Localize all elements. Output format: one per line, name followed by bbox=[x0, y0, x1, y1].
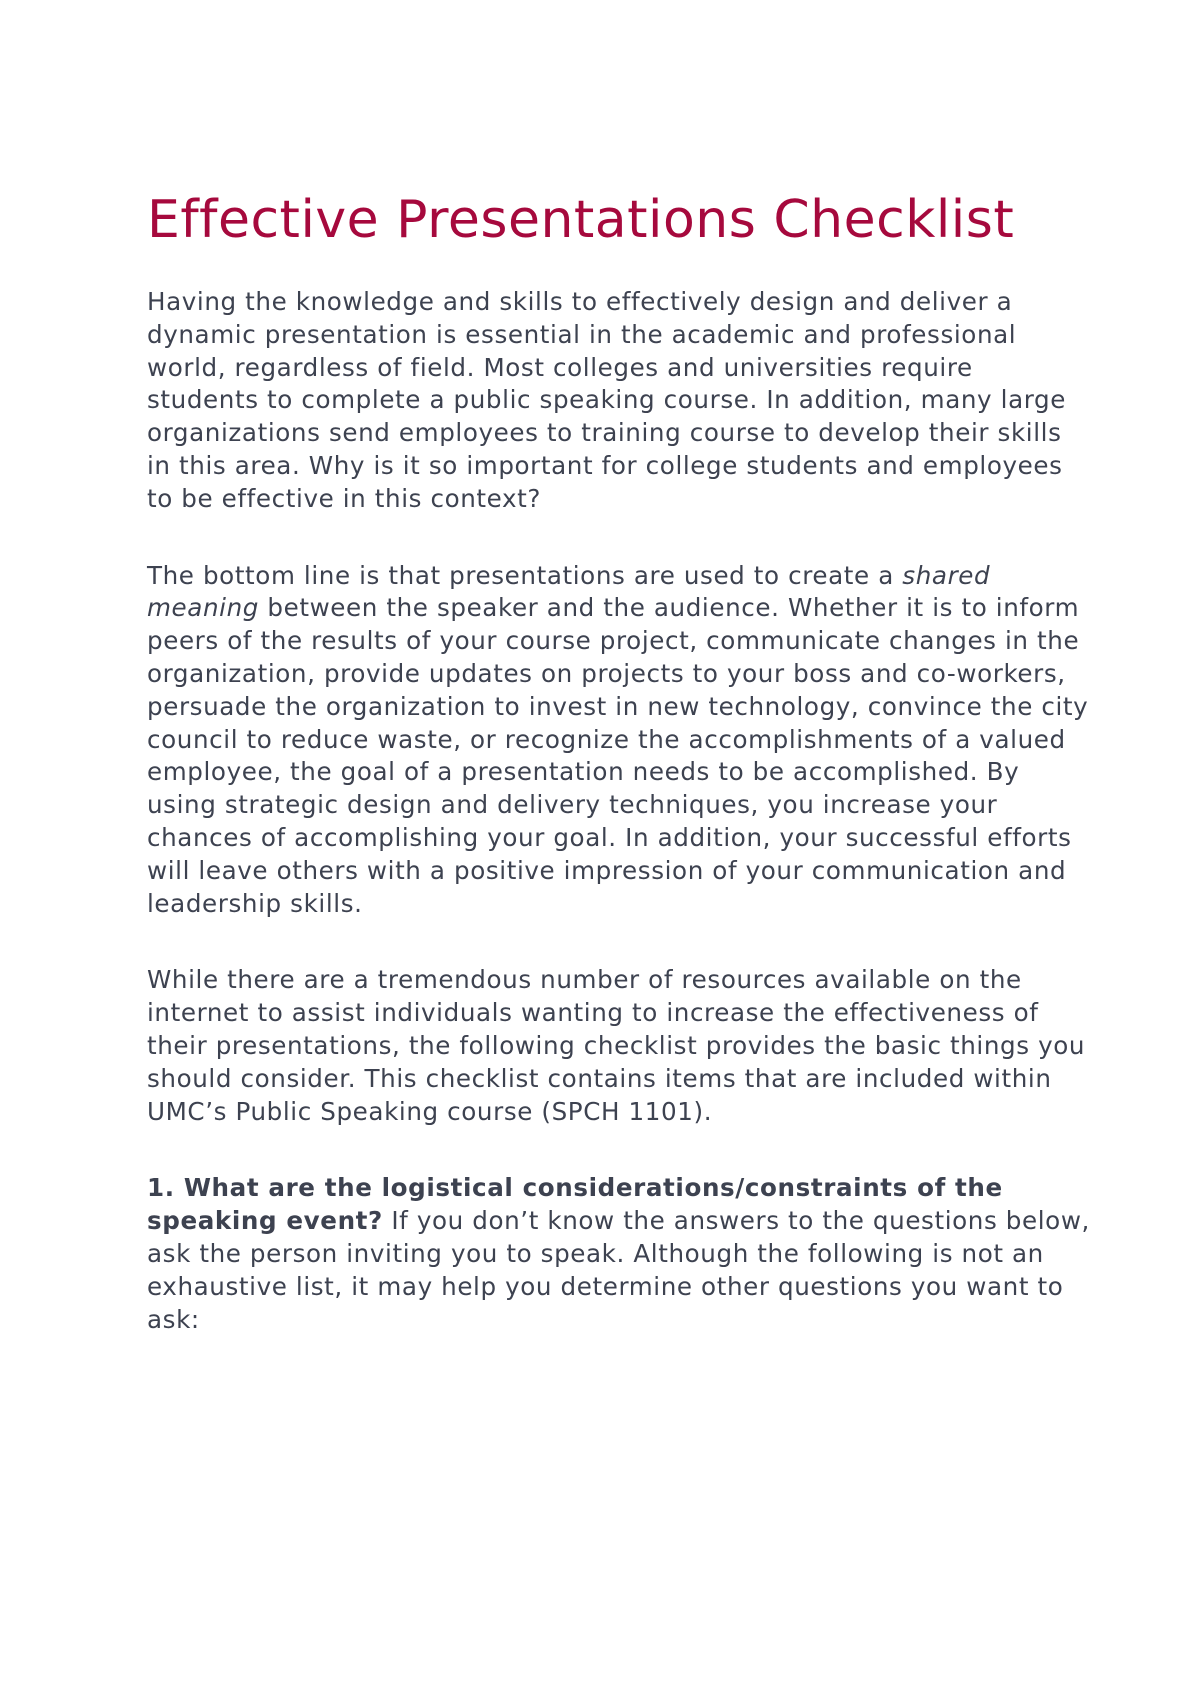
section-1-text: If you don’t know the answers to the questions below, ask the person inviting you to speak. Although the following is not an exhaustive list, it may help you determine other questions you want to ask: bbox=[147, 1206, 1090, 1334]
page-title: Effective Presentations Checklist bbox=[147, 190, 1015, 250]
resources-paragraph: While there are a tremendous number of resources available on the internet to assist individuals wanting to increase the effectiveness of their presentations, the following checklist provides the basic things you should consider. This checklist contains items that are included within UMC’s Public Speaking course (SPCH 1101). bbox=[147, 965, 1086, 1126]
bottom-line-text-start: The bottom line is that presentations are used to create a bbox=[147, 560, 903, 590]
section-1-heading: 1. What are the logistical considerations/constraints of the speaking event? bbox=[147, 1173, 1003, 1236]
bottom-line-paragraph bbox=[147, 560, 1090, 921]
section-1-paragraph bbox=[147, 1172, 1090, 1336]
shared-meaning-emphasis: shared meaning bbox=[147, 560, 991, 623]
intro-paragraph: Having the knowledge and skills to effectively design and deliver a dynamic presentation is essential in the academic and professional world, regardless of field. Most colleges and universities require students to complete a public speaking course. In addition, many large organizations send employees to training course to develop their skills in this area. Why is it so important for college students and employees to be effective in this context? bbox=[147, 287, 1066, 513]
bottom-line-text-end: between the speaker and the audience. Whether it is to inform peers of the results of your course project, communicate changes in the organization, provide updates on projects to your boss and co-workers, persuade the organization to invest in new technology, convince the city council to reduce waste, or recognize the accomplishments of a valued employee, the goal of a presentation needs to be accomplished. By using strategic design and delivery techniques, you increase your chances of accomplishing your goal. In addition, your successful efforts will leave others with a positive impression of your communication and leadership skills. bbox=[147, 593, 1089, 918]
